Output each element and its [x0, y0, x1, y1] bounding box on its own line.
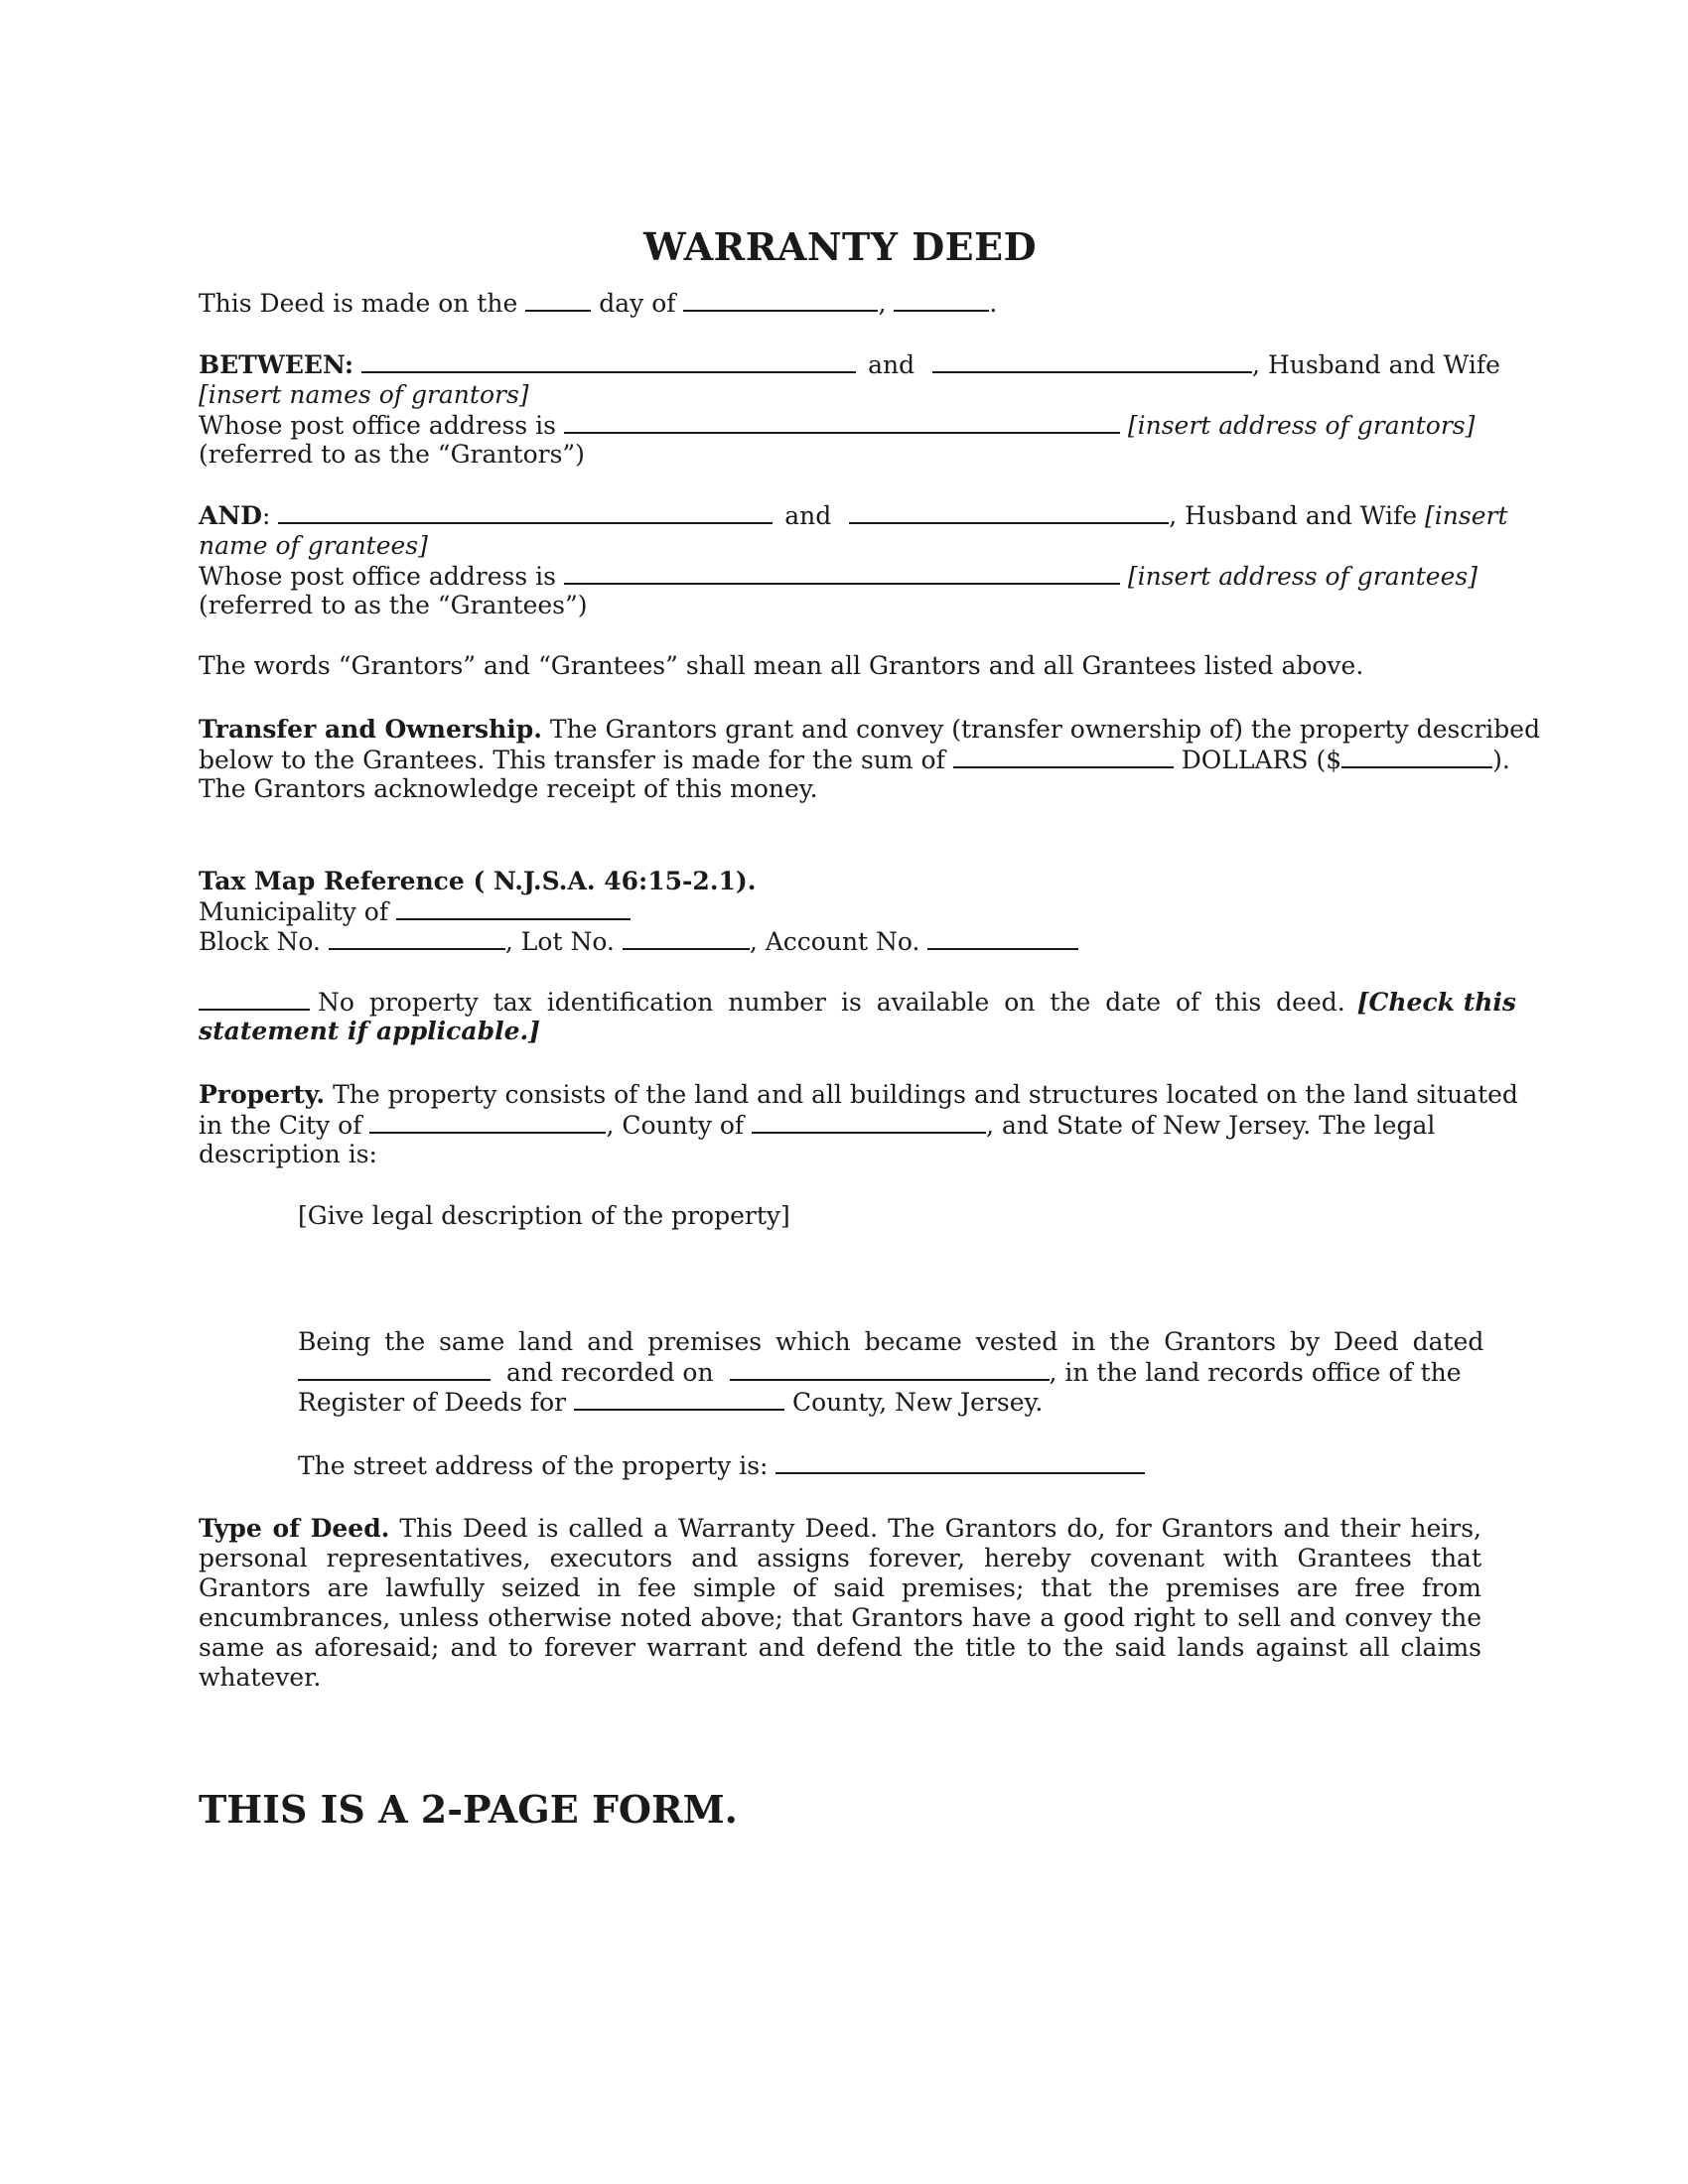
grantees-address-line: Whose post office address is [insert address of grantees]: [199, 562, 1477, 591]
deed-date-blank[interactable]: [298, 1357, 491, 1381]
street-address-blank[interactable]: [775, 1450, 1145, 1474]
grantors-address-line: Whose post office address is [insert address of grantors]: [199, 411, 1476, 440]
sum-amount-blank[interactable]: [1341, 745, 1492, 768]
property-line-2: in the City of , County of , and State of New Jersey. The legal: [199, 1111, 1436, 1140]
transfer-line-2: below to the Grantees. This transfer is made for the sum of DOLLARS ($ ).: [199, 746, 1510, 774]
definitions-paragraph: The words “Grantors” and “Grantees” shall mean all Grantors and all Grantees listed above.: [199, 651, 1364, 680]
grantees-note: name of grantees]: [199, 531, 428, 560]
and-line: AND: and , Husband and Wife [insert: [199, 501, 1508, 530]
document-page: [199, 0, 1541, 2184]
day-blank[interactable]: [525, 288, 591, 312]
grantee-2-blank[interactable]: [849, 500, 1169, 524]
document-title: WARRANTY DEED: [642, 224, 1038, 269]
register-county-blank[interactable]: [574, 1387, 784, 1411]
city-blank[interactable]: [369, 1110, 606, 1134]
municipality-line: Municipality of: [199, 896, 1481, 927]
being-line-3: Register of Deeds for County, New Jersey.: [298, 1388, 1044, 1417]
legal-description-placeholder: [Give legal description of the property]: [298, 1201, 790, 1230]
block-lot-account-line: Block No. , Lot No. , Account No.: [199, 926, 1481, 957]
month-blank[interactable]: [683, 288, 878, 312]
grantors-note: [insert names of grantors]: [199, 380, 529, 409]
block-blank[interactable]: [329, 926, 505, 950]
transfer-line-1: Transfer and Ownership. The Grantors grant and convey (transfer ownership of) the property described: [199, 715, 1541, 744]
sum-words-blank[interactable]: [953, 745, 1174, 768]
property-line-1: Property. The property consists of the land and all buildings and structures located on the land situated: [199, 1080, 1518, 1109]
no-tax-id-line: No property tax identification number is available on the date of this deed. [Check this: [199, 987, 1481, 1018]
grantees-address-blank[interactable]: [564, 561, 1120, 585]
street-address-line: The street address of the property is:: [298, 1450, 1481, 1481]
two-page-form-notice: THIS IS A 2-PAGE FORM.: [199, 1787, 738, 1832]
intro-line: This Deed is made on the day of , .: [199, 289, 998, 318]
account-blank[interactable]: [927, 926, 1078, 950]
recorded-on-blank[interactable]: [730, 1357, 1050, 1381]
grantor-1-blank[interactable]: [361, 349, 856, 373]
year-blank[interactable]: [894, 288, 989, 312]
lot-blank[interactable]: [623, 926, 750, 950]
transfer-line-3: The Grantors acknowledge receipt of this money.: [199, 774, 818, 803]
being-line-2: and recorded on , in the land records office of the: [298, 1357, 1481, 1388]
grantees-referred: (referred to as the “Grantees”): [199, 591, 588, 619]
property-line-3: description is:: [199, 1140, 377, 1168]
tax-map-heading: Tax Map Reference ( N.J.S.A. 46:15-2.1).: [199, 867, 757, 895]
grantors-address-blank[interactable]: [564, 410, 1120, 434]
municipality-blank[interactable]: [396, 896, 631, 920]
grantor-2-blank[interactable]: [932, 349, 1252, 373]
county-blank[interactable]: [752, 1110, 986, 1134]
being-line-1: Being the same land and premises which became vested in the Grantors by Deed dated: [298, 1327, 1484, 1356]
grantee-1-blank[interactable]: [278, 500, 773, 524]
type-of-deed-paragraph: Type of Deed. This Deed is called a Warranty Deed. The Grantors do, for Grantors and their heirs, personal representatives, executors and assigns forever, hereby covenant with Grantees that Grantors are lawfully seized in fee simple of said premises; that the premises are free from encumbrances, unless otherwise noted above; that Grantors have a good right to sell and convey the same as aforesaid; and to forever warrant and defend the title to the said lands against all claims whatever.: [199, 1514, 1481, 1692]
no-tax-id-note: statement if applicable.]: [199, 1017, 541, 1045]
grantors-referred: (referred to as the “Grantors”): [199, 440, 585, 469]
between-line: BETWEEN: and , Husband and Wife: [199, 350, 1500, 379]
no-tax-id-checkmark-blank[interactable]: [199, 987, 310, 1011]
